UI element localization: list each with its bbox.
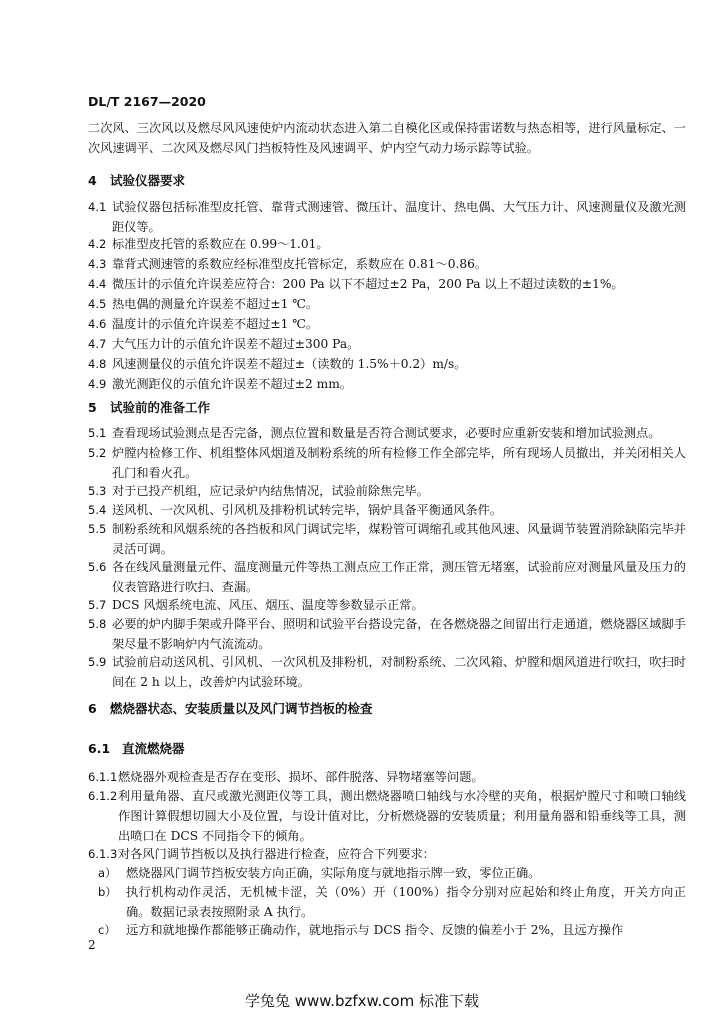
list-item: 5.3 对于已投产机组，应记录炉内结焦情况，试验前除焦完毕。 xyxy=(88,484,429,498)
list-item: 5.6 各在线风量测量元件、温度测量元件等热工测点应工作正常，测压管无堵塞，试验前应对测量风量及压力的仪表管路进行吹扫、查漏。 xyxy=(88,560,686,594)
list-item: 4.5 热电偶的测量允许误差不超过±1 ℃。 xyxy=(88,297,319,311)
list-item: 5.8 必要的炉内脚手架或升降平台、照明和试验平台搭设完备，在各燃烧器之间留出行走通道，燃烧器区域脚手架尽量不影响炉内气流流动。 xyxy=(88,617,686,651)
list-item: 4.3 靠背式测速管的系数应经标准型皮托管标定，系数应在 0.81～0.86。 xyxy=(88,257,488,271)
section-number: 5 xyxy=(88,400,97,415)
list-item: 4.6 温度计的示值允许误差不超过±1 ℃。 xyxy=(88,317,319,331)
list-subitem: a） 燃烧器风门调节挡板安装方向正确，实际角度与就地指示牌一致，零位正确。 xyxy=(98,866,541,880)
subsection-6-1-heading xyxy=(88,739,185,757)
intro-paragraph: 二次风、三次风以及燃尽风风速使炉内流动状态进入第二自模化区或保持雷诺数与热态相等，进行风量标定、一次风速调平、二次风及燃尽风门挡板特性及风速调平、炉内空气动力场示踪等试验。 xyxy=(88,121,686,155)
doc-code: DL/T 2167—2020 xyxy=(88,94,206,109)
list-item: 4.9 激光测距仪的示值允许误差不超过±2 mm。 xyxy=(88,377,352,391)
section-5-heading xyxy=(88,398,210,416)
list-item: 5.9 试验前启动送风机、引风机、一次风机及排粉机，对制粉系统、二次风箱、炉膛和烟风道进行吹扫，吹扫时间在 2 h 以上，改善炉内试验环境。 xyxy=(88,655,686,689)
list-item: 4.2 标准型皮托管的系数应在 0.99～1.01。 xyxy=(88,237,329,251)
list-item: 4.8 风速测量仪的示值允许误差不超过±（读数的 1.5%＋0.2）m/s。 xyxy=(88,357,467,371)
section-number: 6 xyxy=(88,701,97,716)
section-title: 燃烧器状态、安装质量以及风门调节挡板的检查 xyxy=(110,701,373,716)
list-item: 5.7 DCS 风烟系统电流、风压、烟压、温度等参数显示正常。 xyxy=(88,598,424,612)
list-item: 4.4 微压计的示值允许误差应符合：200 Pa 以下不超过±2 Pa，200 Pa 以上不超过读数的±1%。 xyxy=(88,277,624,291)
section-6-heading xyxy=(88,699,373,717)
list-subitem: c） 远方和就地操作都能够正确动作，就地指示与 DCS 指令、反馈的偏差小于 2%，且远方操作 xyxy=(98,923,624,937)
page-number: 2 xyxy=(88,938,96,952)
list-item: 6.1.2 利用量角器、直尺或激光测距仪等工具，测出燃烧器喷口轴线与水冷壁的夹角，根据炉膛尺寸和喷口轴线作图计算假想切圆大小及位置，与设计值对比，分析燃烧器的安装质量；利用量角器和铅垂线等工具，测出喷口在 DCS 不同指令下的倾角。 xyxy=(88,789,686,843)
section-title: 试验前的准备工作 xyxy=(110,400,211,415)
list-subitem: b） 执行机构动作灵活，无机械卡涩，关（0%）开（100%）指令分别对应起始和终止角度，开关方向正确。数据记录表按照附录 A 执行。 xyxy=(98,885,686,919)
watermark: 学兔兔 www.bzfxw.com 标准下载 xyxy=(245,992,479,1010)
list-item: 5.4 送风机、一次风机、引风机及排粉机试转完毕，锅炉具备平衡通风条件。 xyxy=(88,503,502,517)
section-title: 试验仪器要求 xyxy=(110,173,186,188)
subsection-title: 直流燃烧器 xyxy=(122,741,185,756)
list-item: 5.2 炉膛内检修工作、机组整体风烟道及制粉系统的所有检修工作全部完毕，所有现场人员撤出，并关闭相关人孔门和看火孔。 xyxy=(88,446,686,480)
subsection-number: 6.1 xyxy=(88,741,111,756)
list-item: 6.1.3 对各风门调节挡板以及执行器进行检查，应符合下列要求： xyxy=(88,847,435,861)
list-item: 5.5 制粉系统和风烟系统的各挡板和风门调试完毕，煤粉管可调缩孔或其他风速、风量调节装置消除缺陷完毕并灵活可调。 xyxy=(88,522,686,556)
list-item: 4.7 大气压力计的示值允许误差不超过±300 Pa。 xyxy=(88,337,360,351)
list-item: 5.1 查看现场试验测点是否完备，测点位置和数量是否符合测试要求，必要时应重新安装和增加试验测点。 xyxy=(88,426,661,440)
list-item: 6.1.1 燃烧器外观检查是否存在变形、损坏、部件脱落、异物堵塞等问题。 xyxy=(88,770,484,784)
section-number: 4 xyxy=(88,173,97,188)
section-4-heading xyxy=(88,171,185,189)
list-item: 4.1 试验仪器包括标准型皮托管、靠背式测速管、微压计、温度计、热电偶、大气压力计、风速测量仪及激光测距仪等。 xyxy=(88,200,686,234)
